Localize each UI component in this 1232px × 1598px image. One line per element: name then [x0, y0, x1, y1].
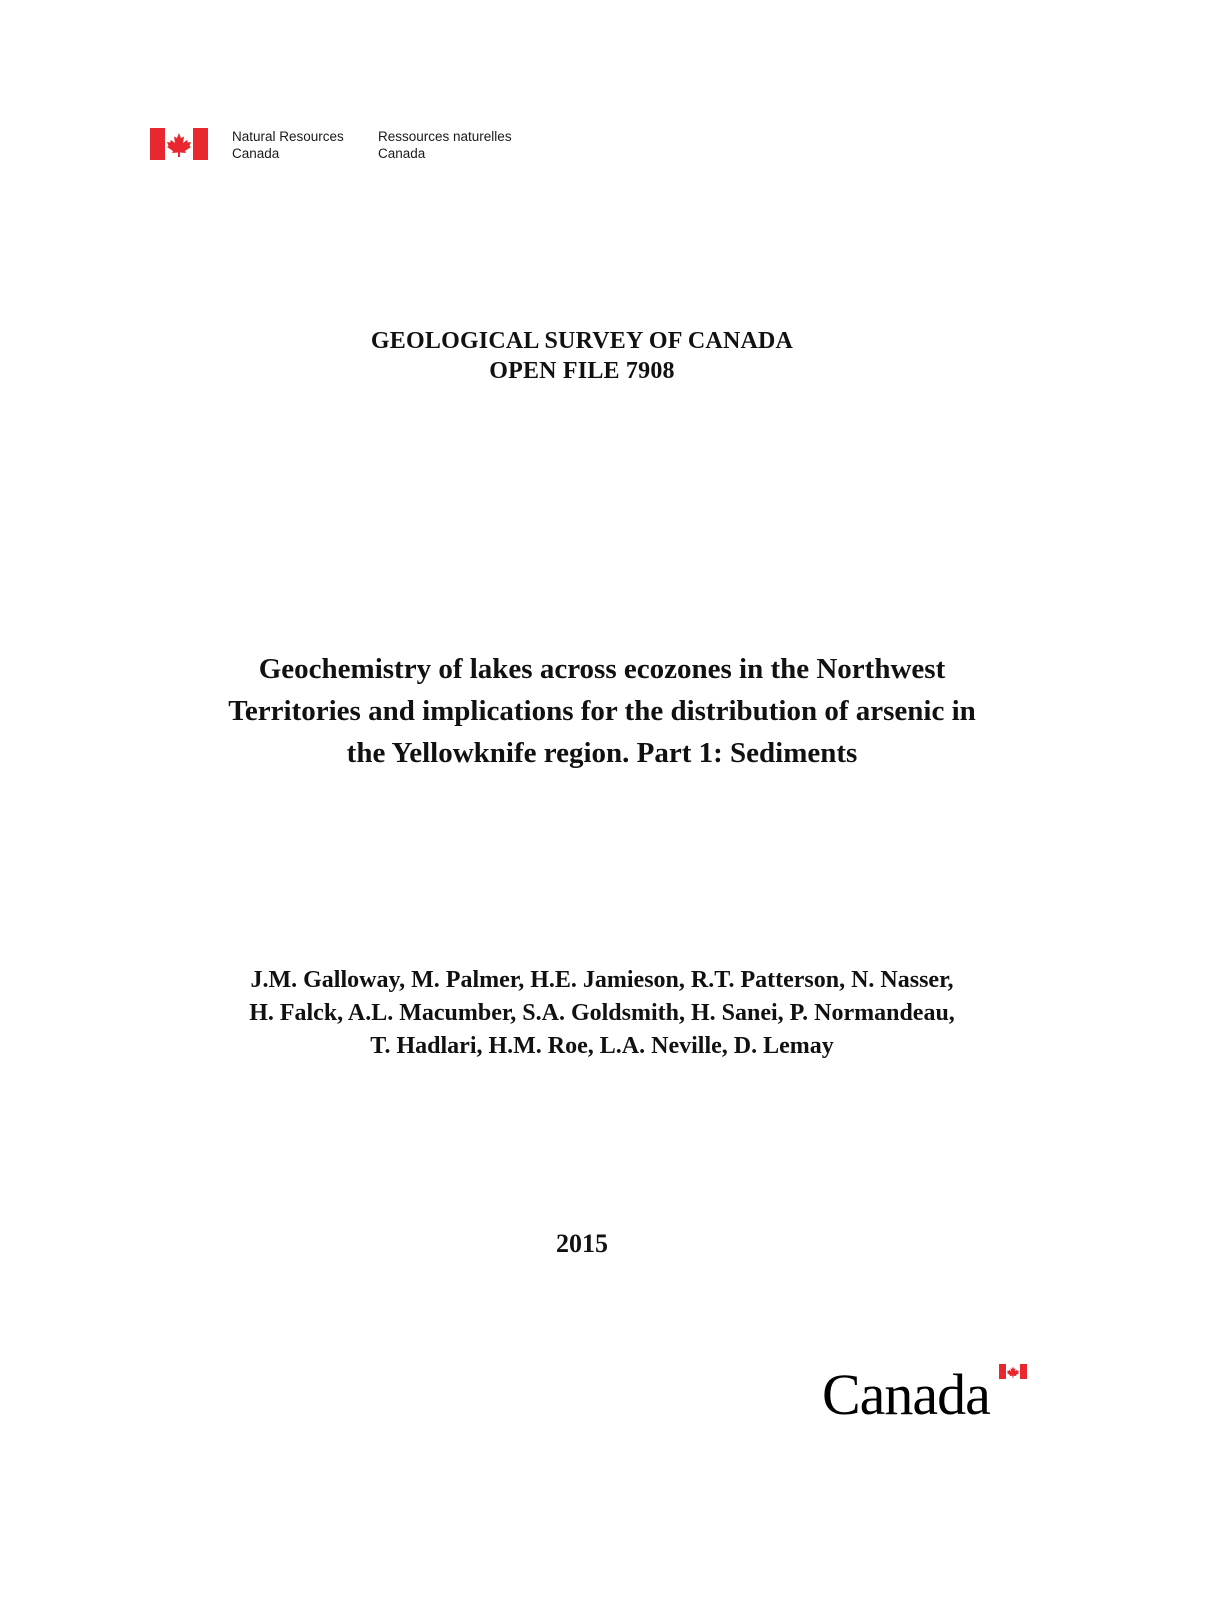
- author-list: [160, 964, 1044, 1063]
- canada-wordmark-text: Canada: [822, 1362, 990, 1427]
- department-name-english: [232, 128, 378, 162]
- publication-year: 2015: [556, 1229, 608, 1258]
- open-file-number: OPEN FILE 7908: [489, 358, 675, 384]
- author-list-line1: J.M. Galloway, M. Palmer, H.E. Jamieson, R.T. Patterson, N. Nasser,: [250, 967, 954, 993]
- author-list-line2: H. Falck, A.L. Macumber, S.A. Goldsmith, H. Sanei, P. Normandeau,: [249, 1000, 955, 1026]
- document-title: [120, 648, 1084, 774]
- canada-flag-icon: [150, 128, 208, 160]
- department-name-french-line1: Ressources naturelles: [378, 129, 512, 144]
- department-header: [150, 128, 512, 162]
- canada-wordmark-flag-icon: [999, 1364, 1027, 1379]
- department-name-english-line1: Natural Resources: [232, 129, 344, 144]
- author-list-line3: T. Hadlari, H.M. Roe, L.A. Neville, D. Lemay: [370, 1033, 834, 1059]
- department-name-french: [378, 128, 512, 162]
- survey-heading: [0, 326, 1164, 386]
- canada-wordmark: [822, 1362, 1028, 1427]
- document-title-line2: Territories and implications for the distribution of arsenic in: [228, 695, 976, 727]
- department-name-french-line2: Canada: [378, 146, 426, 161]
- department-name-english-line2: Canada: [232, 146, 280, 161]
- survey-name: GEOLOGICAL SURVEY OF CANADA: [370, 328, 794, 354]
- document-title-line3: the Yellowknife region. Part 1: Sediments: [346, 737, 858, 769]
- document-title-line1: Geochemistry of lakes across ecozones in the Northwest: [258, 653, 946, 685]
